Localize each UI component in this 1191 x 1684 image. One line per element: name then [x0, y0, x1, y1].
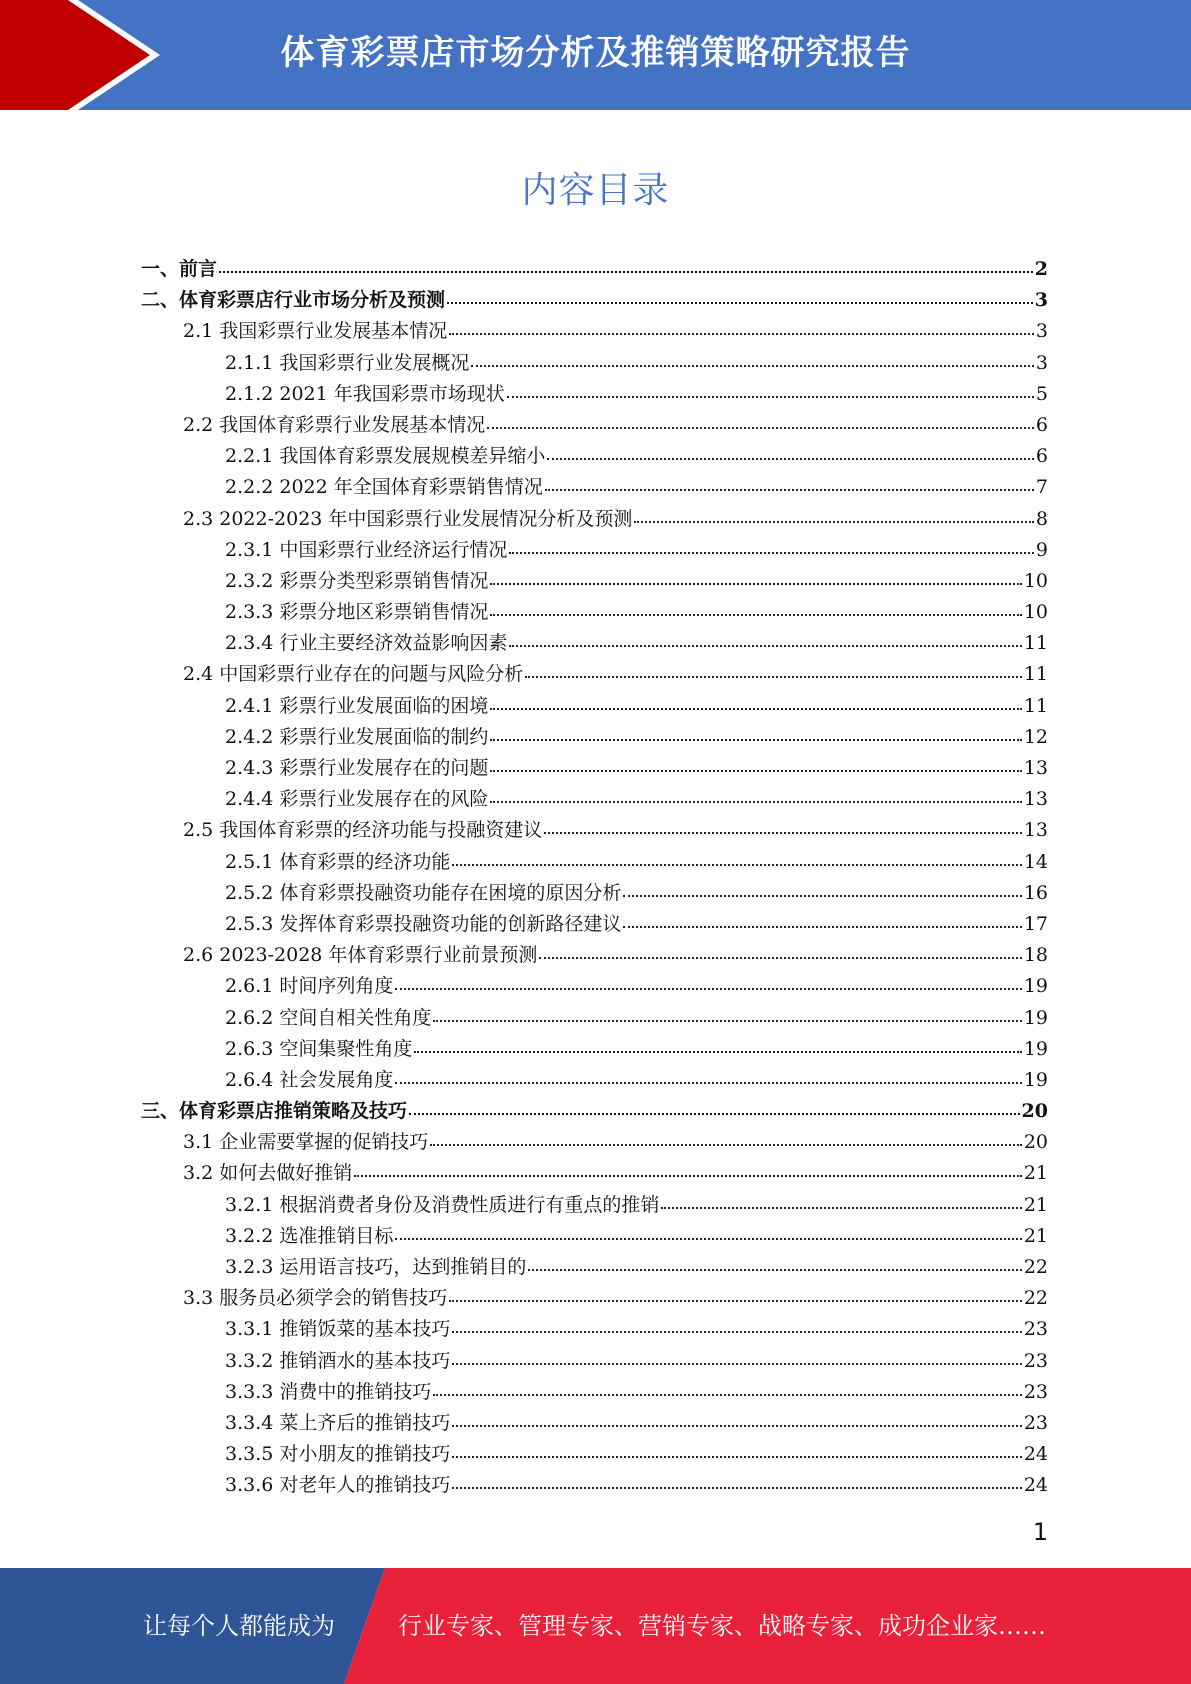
- toc-entry-text: 3.3.4 菜上齐后的推销技巧: [225, 1411, 451, 1434]
- toc-dot-leader: [507, 395, 1034, 398]
- toc-entry-text: 2.6.1 时间序列角度: [225, 975, 394, 998]
- toc-entry-page: 24: [1023, 1443, 1048, 1466]
- page-number: 1: [1032, 1518, 1048, 1546]
- toc-dot-leader: [414, 1050, 1021, 1053]
- toc-entry-text: 2.2.2 2022 年全国体育彩票销售情况: [225, 476, 543, 499]
- toc-dot-leader: [490, 707, 1021, 710]
- toc-entry-text: 3.3.5 对小朋友的推销技巧: [225, 1443, 451, 1466]
- toc-entry[interactable]: [141, 1065, 1048, 1096]
- footer-slogan-right: 行业专家、管理专家、营销专家、战略专家、成功企业家……: [398, 1612, 1046, 1640]
- toc-entry-page: 16: [1023, 881, 1048, 904]
- toc-entry-page: 3: [1035, 320, 1048, 343]
- toc-entry-page: 14: [1023, 850, 1048, 873]
- toc-entry-text: 2.3.1 中国彩票行业经济运行情况: [225, 538, 508, 561]
- toc-dot-leader: [452, 1362, 1021, 1365]
- toc-entry-page: 23: [1023, 1318, 1048, 1341]
- toc-dot-leader: [447, 301, 1033, 304]
- toc-entry-text: 3.2.3 运用语言技巧，达到推销目的: [225, 1256, 527, 1278]
- toc-entry[interactable]: [141, 1439, 1048, 1470]
- toc-entry[interactable]: [141, 971, 1048, 1002]
- toc-dot-leader: [525, 675, 1022, 678]
- toc-entry-page: 11: [1023, 632, 1048, 655]
- toc-entry-page: 20: [1023, 1131, 1048, 1154]
- toc-entry-text: 3.3.3 消费中的推销技巧: [225, 1380, 432, 1403]
- toc-entry-page: 10: [1023, 601, 1048, 624]
- toc-dot-leader: [490, 800, 1021, 803]
- toc-entry-page: 22: [1023, 1256, 1048, 1278]
- toc-entry[interactable]: [141, 1127, 1048, 1158]
- toc-entry[interactable]: [141, 847, 1048, 878]
- toc-entry[interactable]: [141, 472, 1048, 503]
- toc-dot-leader: [219, 270, 1033, 273]
- toc-entry-text: 2.5.3 发挥体育彩票投融资功能的创新路径建议: [225, 912, 622, 935]
- toc-entry-text: 3.2.1 根据消费者身份及消费性质进行有重点的推销: [225, 1193, 660, 1216]
- toc-entry-text: 2.1.1 我国彩票行业发展概况: [225, 351, 470, 374]
- toc-entry-text: 2.5.1 体育彩票的经济功能: [225, 850, 451, 873]
- toc-entry-text: 2.1.2 2021 年我国彩票市场现状: [225, 382, 505, 405]
- toc-entry[interactable]: [141, 504, 1048, 535]
- toc-dot-leader: [433, 1019, 1021, 1022]
- toc-dot-leader: [623, 925, 1021, 928]
- toc-entry-page: 21: [1023, 1193, 1048, 1216]
- toc-entry[interactable]: [141, 815, 1048, 846]
- toc-entry-text: 2.2.1 我国体育彩票发展规模差异缩小: [225, 445, 546, 468]
- toc-dot-leader: [547, 457, 1034, 460]
- toc-entry-text: 2.3.3 彩票分地区彩票销售情况: [225, 601, 489, 624]
- toc-dot-leader: [354, 1174, 1022, 1177]
- toc-entry-text: 三、体育彩票店推销策略及技巧: [141, 1100, 408, 1123]
- toc-entry-text: 3.3.6 对老年人的推销技巧: [225, 1474, 451, 1497]
- toc-entry[interactable]: [141, 254, 1048, 285]
- toc-dot-leader: [509, 644, 1021, 647]
- toc-entry[interactable]: [141, 410, 1048, 441]
- toc-entry[interactable]: [141, 441, 1048, 472]
- toc-entry-page: 8: [1035, 507, 1048, 530]
- toc-entry-page: 19: [1023, 1068, 1048, 1091]
- toc-entry-page: 13: [1023, 757, 1048, 779]
- toc-dot-leader: [395, 1237, 1021, 1240]
- toc-dot-leader: [430, 1143, 1022, 1146]
- toc-entry[interactable]: [141, 1034, 1048, 1065]
- toc-entry-text: 3.2.2 选准推销目标: [225, 1224, 394, 1247]
- toc-entry-text: 2.6 2023-2028 年体育彩票行业前景预测: [183, 944, 538, 967]
- toc-dot-leader: [545, 488, 1034, 491]
- toc-entry-page: 20: [1021, 1100, 1048, 1123]
- toc-entry[interactable]: [141, 691, 1048, 722]
- toc-entry[interactable]: [141, 1470, 1048, 1501]
- toc-entry-page: 11: [1023, 663, 1048, 686]
- toc-entry-page: 19: [1023, 1037, 1048, 1060]
- toc-entry[interactable]: [141, 1158, 1048, 1189]
- toc-entry-text: 2.3.2 彩票分类型彩票销售情况: [225, 569, 489, 592]
- toc-entry-text: 2.1 我国彩票行业发展基本情况: [183, 320, 448, 343]
- toc-entry-text: 2.5.2 体育彩票投融资功能存在困境的原因分析: [225, 881, 622, 904]
- toc-entry[interactable]: [141, 784, 1048, 815]
- toc-dot-leader: [528, 1268, 1021, 1271]
- toc-dot-leader: [452, 1486, 1021, 1489]
- toc-entry-page: 9: [1035, 538, 1048, 561]
- toc-entry-text: 2.4.1 彩票行业发展面临的困境: [225, 694, 489, 717]
- report-title: 体育彩票店市场分析及推销策略研究报告: [280, 33, 911, 73]
- toc-entry-page: 3: [1035, 351, 1048, 374]
- page-footer: [0, 1568, 1191, 1684]
- toc-dot-leader: [471, 364, 1034, 367]
- toc-dot-leader: [395, 987, 1021, 990]
- toc-dot-leader: [452, 1455, 1021, 1458]
- toc-entry-text: 2.2 我国体育彩票行业发展基本情况: [183, 413, 486, 436]
- toc-entry[interactable]: [141, 348, 1048, 379]
- toc-entry[interactable]: [141, 1283, 1048, 1314]
- toc-dot-leader: [452, 863, 1021, 866]
- toc-entry[interactable]: [141, 535, 1048, 566]
- toc-entry-page: 13: [1023, 819, 1048, 842]
- toc-entry-page: 2: [1034, 258, 1048, 280]
- toc-entry[interactable]: [141, 1096, 1048, 1127]
- toc-entry[interactable]: [141, 379, 1048, 410]
- toc-dot-leader: [395, 1081, 1021, 1084]
- toc-entry-page: 10: [1023, 569, 1048, 592]
- toc-entry-page: 19: [1023, 1006, 1048, 1029]
- toc-entry-text: 2.3.4 行业主要经济效益影响因素: [225, 632, 508, 655]
- toc-entry-text: 二、体育彩票店行业市场分析及预测: [141, 289, 446, 312]
- toc-entry-page: 11: [1023, 694, 1048, 717]
- toc-entry-page: 6: [1035, 413, 1048, 436]
- toc-entry-text: 2.6.2 空间自相关性角度: [225, 1006, 432, 1029]
- footer-slogan-left: 让每个人都能成为: [143, 1612, 335, 1640]
- toc-dot-leader: [490, 738, 1021, 741]
- toc-dot-leader: [539, 956, 1021, 959]
- toc-entry-text: 2.5 我国体育彩票的经济功能与投融资建议: [183, 819, 543, 842]
- toc-entry-text: 2.4.3 彩票行业发展存在的问题: [225, 757, 489, 779]
- toc-entry-text: 2.4 中国彩票行业存在的问题与风险分析: [183, 663, 524, 686]
- toc-entry[interactable]: [141, 1003, 1048, 1034]
- toc-entry-text: 3.2 如何去做好推销: [183, 1162, 353, 1185]
- toc-entry-page: 7: [1035, 476, 1048, 499]
- toc-dot-leader: [490, 613, 1021, 616]
- toc-entry-page: 12: [1023, 725, 1048, 748]
- toc-entry-page: 3: [1034, 289, 1048, 312]
- toc-entry[interactable]: [141, 566, 1048, 597]
- toc-entry-page: 23: [1023, 1411, 1048, 1434]
- toc-dot-leader: [452, 1330, 1021, 1333]
- toc-dot-leader: [509, 551, 1034, 554]
- toc-entry-text: 2.4.4 彩票行业发展存在的风险: [225, 788, 489, 811]
- toc-dot-leader: [490, 769, 1021, 772]
- toc-entry-page: 23: [1023, 1349, 1048, 1372]
- toc-entry[interactable]: [141, 878, 1048, 909]
- toc-entry-text: 3.3.1 推销饭菜的基本技巧: [225, 1318, 451, 1341]
- toc-entry[interactable]: [141, 1252, 1048, 1283]
- toc-dot-leader: [409, 1112, 1020, 1115]
- toc-dot-leader: [487, 426, 1034, 429]
- page-header: [0, 0, 1191, 110]
- toc-entry-text: 2.3 2022-2023 年中国彩票行业发展情况分析及预测: [183, 507, 633, 530]
- toc-entry[interactable]: [141, 1190, 1048, 1221]
- toc-entry[interactable]: [141, 722, 1048, 753]
- toc-entry[interactable]: [141, 659, 1048, 690]
- toc-entry-page: 18: [1023, 944, 1048, 967]
- toc-entry[interactable]: [141, 285, 1048, 316]
- toc-dot-leader: [661, 1206, 1021, 1209]
- toc-entry-page: 6: [1035, 445, 1048, 468]
- toc-entry[interactable]: [141, 1221, 1048, 1252]
- toc-entry-text: 3.3 服务员必须学会的销售技巧: [183, 1287, 448, 1310]
- toc-entry-page: 22: [1023, 1287, 1048, 1310]
- toc-entry[interactable]: [141, 628, 1048, 659]
- toc-entry[interactable]: [141, 316, 1048, 347]
- toc-entry-page: 23: [1023, 1380, 1048, 1403]
- toc-entry-text: 3.1 企业需要掌握的促销技巧: [183, 1131, 429, 1154]
- toc-dot-leader: [544, 831, 1022, 834]
- toc-entry-text: 2.4.2 彩票行业发展面临的制约: [225, 725, 489, 748]
- toc-entry-page: 21: [1023, 1162, 1048, 1185]
- toc-entry-page: 17: [1023, 912, 1048, 935]
- toc-entry-page: 13: [1023, 788, 1048, 811]
- toc-entry-text: 一、前言: [141, 258, 218, 280]
- toc-entry[interactable]: [141, 753, 1048, 784]
- toc-entry-text: 3.3.2 推销酒水的基本技巧: [225, 1349, 451, 1372]
- toc-entry-page: 21: [1023, 1224, 1048, 1247]
- toc-entry[interactable]: [141, 1346, 1048, 1377]
- toc-entry[interactable]: [141, 940, 1048, 971]
- toc-dot-leader: [433, 1393, 1021, 1396]
- toc-dot-leader: [490, 582, 1021, 585]
- toc-entry-page: 24: [1023, 1474, 1048, 1497]
- toc-entry[interactable]: [141, 1314, 1048, 1345]
- toc-dot-leader: [623, 894, 1021, 897]
- toc-dot-leader: [449, 1299, 1022, 1302]
- toc-entry-page: 19: [1023, 975, 1048, 998]
- toc-dot-leader: [449, 332, 1034, 335]
- toc-entry[interactable]: [141, 1408, 1048, 1439]
- toc-entry-page: 5: [1035, 382, 1048, 405]
- toc-entry[interactable]: [141, 597, 1048, 628]
- toc-dot-leader: [634, 520, 1033, 523]
- toc-title: 内容目录: [521, 170, 670, 211]
- toc-entry[interactable]: [141, 1377, 1048, 1408]
- toc-entry-text: 2.6.4 社会发展角度: [225, 1068, 394, 1091]
- table-of-contents: [141, 254, 1048, 1502]
- toc-entry-text: 2.6.3 空间集聚性角度: [225, 1037, 413, 1060]
- toc-dot-leader: [452, 1424, 1021, 1427]
- toc-entry[interactable]: [141, 909, 1048, 940]
